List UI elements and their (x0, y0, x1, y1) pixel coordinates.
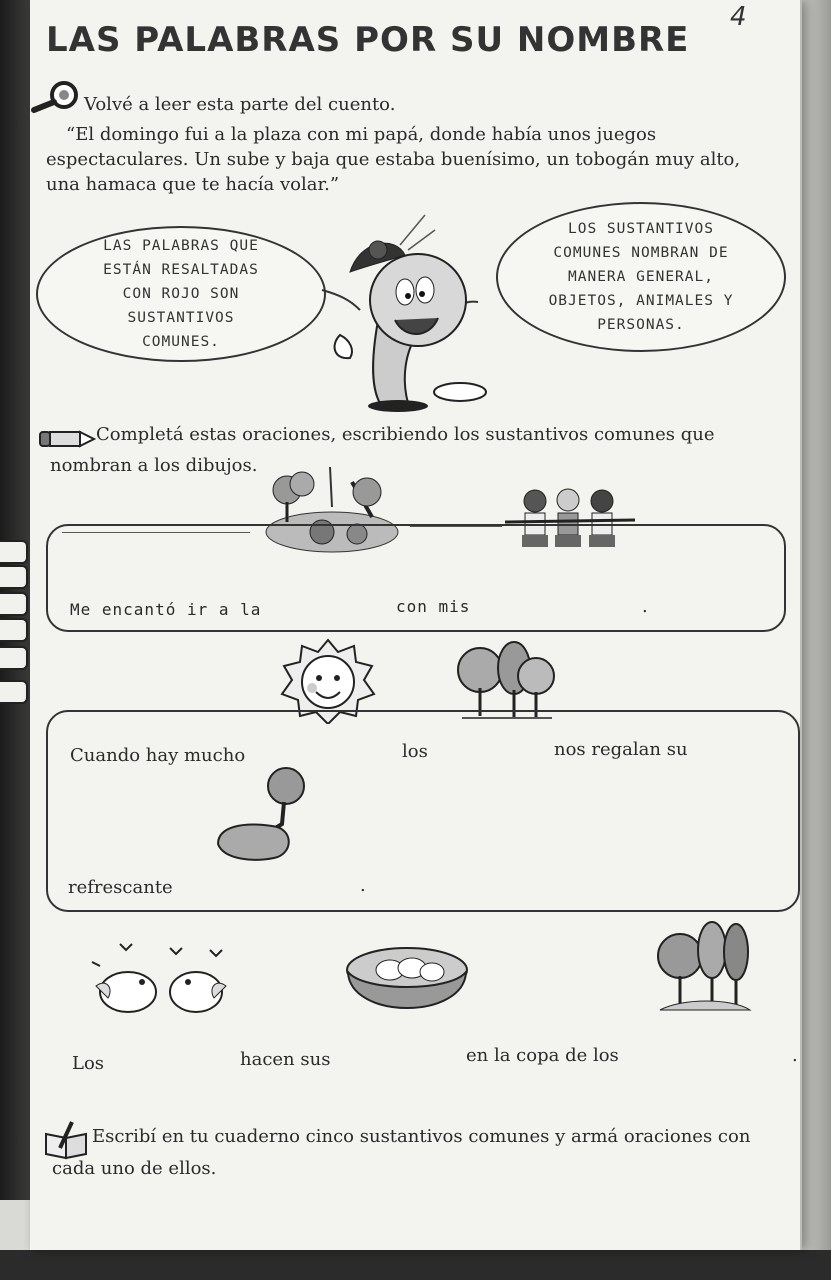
sentence-2-end: . (360, 875, 366, 896)
bubble-right-line: LOS SUSTANTIVOS (568, 221, 714, 237)
pencil-icon (38, 428, 98, 450)
bubble-right-line: COMUNES NOMBRAN DE (553, 245, 729, 261)
bubble-right-line: PERSONAS. (597, 317, 685, 333)
spine-ring (0, 646, 28, 670)
homework-line-1: Escribí en tu cuaderno cinco sustantivos comunes y armá oraciones con (92, 1126, 751, 1147)
spine-ring (0, 565, 28, 589)
shade-tree-picture (214, 764, 314, 864)
book-pen-icon (42, 1120, 92, 1160)
nest-picture (340, 940, 474, 1032)
worm-character (300, 210, 500, 420)
answer-line (62, 532, 250, 533)
page-stack-edge (800, 0, 831, 1280)
magnifier-icon (30, 80, 80, 114)
spine-ring (0, 618, 28, 642)
left-speech-bubble (36, 226, 326, 362)
sentence-2-part-1: Cuando hay mucho (70, 745, 246, 766)
quote-line-2: espectaculares. Un sube y baja que estaba buenísimo, un tobogán muy alto, (46, 149, 741, 170)
sentence-1-part-2: con mis (396, 597, 471, 616)
sentence-3-part-1: Los (72, 1053, 105, 1074)
bubble-right-line: OBJETOS, ANIMALES Y (548, 293, 734, 309)
sentence-1-part-1: Me encantó ir a la (70, 600, 262, 619)
sentence-3-end: . (792, 1045, 798, 1066)
treetops-picture (652, 918, 754, 1018)
table-surface (0, 1250, 831, 1280)
exercise-instruction-line-2: nombran a los dibujos. (50, 455, 258, 476)
sentence-2-part-4: refrescante (68, 877, 173, 898)
bubble-left-line: SUSTANTIVOS (127, 310, 235, 326)
sentence-3-part-3: en la copa de los (466, 1045, 619, 1066)
birds-picture (86, 940, 236, 1024)
bubble-left-line: ESTÁN RESALTADAS (103, 262, 259, 278)
bubble-left-line: CON ROJO SON (122, 286, 240, 302)
spine-ring (0, 680, 28, 704)
exercise-instruction-line-1: Completá estas oraciones, escribiendo los sustantivos comunes que (96, 424, 715, 445)
spine-ring (0, 592, 28, 616)
bubble-left-line: COMUNES. (142, 334, 220, 350)
answer-line (410, 526, 502, 527)
spine-ring (0, 540, 28, 564)
homework-line-2: cada uno de ellos. (52, 1158, 217, 1179)
quote-line-3: una hamaca que te hacía volar.” (46, 174, 340, 195)
page-title: LAS PALABRAS POR SU NOMBRE (46, 20, 690, 60)
bubble-right-line: MANERA GENERAL, (568, 269, 714, 285)
sentence-3-part-2: hacen sus (240, 1049, 331, 1070)
reading-instruction: Volvé a leer esta parte del cuento. (84, 94, 396, 115)
bubble-left-line: LAS PALABRAS QUE (103, 238, 259, 254)
sentence-2-part-3: nos regalan su (554, 739, 688, 760)
quote-line-1: “El domingo fui a la plaza con mi papá, donde había unos juegos (66, 124, 657, 145)
sentence-1-end: . (642, 596, 648, 617)
sentence-2-part-2: los (402, 741, 428, 762)
right-speech-bubble (496, 202, 786, 352)
page-number: 4 (730, 2, 747, 32)
